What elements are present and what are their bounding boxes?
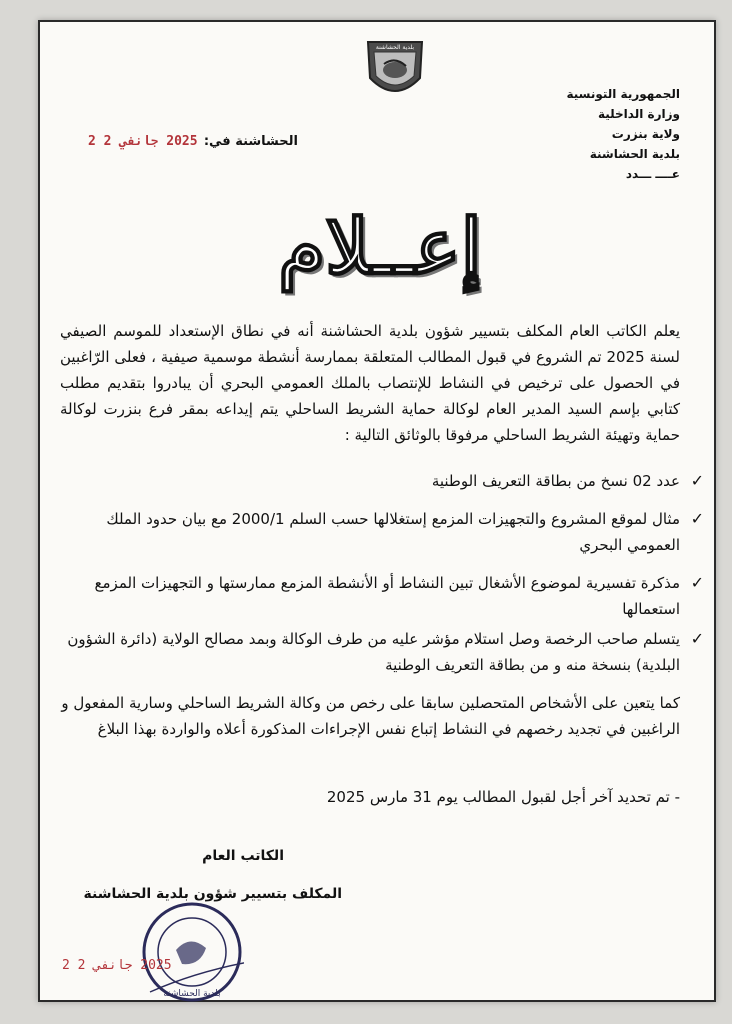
- item-text: يتسلم صاحب الرخصة وصل استلام مؤشر عليه من طرف الوكالة وبمد مصالح الولاية (دائرة الشؤون البلدية) بنسخة منه و من بطاقة التعريف الوطنية: [67, 630, 680, 674]
- page-title: [230, 192, 530, 302]
- list-item: [60, 570, 704, 622]
- date-stamp: 2025 جانفي 2 2: [88, 134, 198, 149]
- header-municipality: بلدية الحشاشنة: [589, 147, 680, 161]
- municipality-emblem-icon: [362, 34, 428, 106]
- header-governorate: ولاية بنزرت: [611, 127, 680, 141]
- intro-paragraph: يعلم الكاتب العام المكلف بتسيير شؤون بلدية الحشاشنة أنه في نطاق الإستعداد للموسم الصيفي لسنة 2025 تم الشروع في قبول المطالب المتعلقة بممارسة أنشطة موسمية صيفية ، فعلى الرّاغبين في الحصول على ترخيص في النشاط للإنتصاب بالملك العمومي البحري أن يبادروا بتقديم مطلب كتابي بإسم السيد المدير العام لوكالة حماية الشريط الساحلي يتم إيداعه بمقر فرع بنزرت لوكالة حماية وتهيئة الشريط الساحلي مرفوقا بالوثائق التالية :: [60, 322, 680, 444]
- checkmark-icon: ✓: [690, 509, 704, 528]
- header-number: عــــ ـــدد: [625, 167, 680, 181]
- item-text: مذكرة تفسيرية لموضوع الأشغال تبين النشاط أو الأنشطة المزمع ممارستها و التجهيزات المزمع استعمالها: [94, 574, 680, 618]
- seal-text: بلدية الحشاشنة: [163, 989, 221, 999]
- official-seal-icon: [140, 900, 244, 1004]
- checkmark-icon: ✓: [690, 573, 704, 592]
- header-republic: الجمهورية التونسية: [566, 87, 680, 101]
- bottom-date-stamp: 2025 جانفي 2 2: [62, 958, 172, 973]
- list-item: [60, 468, 704, 494]
- checkmark-icon: ✓: [690, 629, 704, 648]
- list-item: [60, 506, 704, 558]
- date-label: الحشاشنة في:: [203, 134, 298, 149]
- header-ministry: وزارة الداخلية: [597, 107, 680, 121]
- list-item: [60, 626, 704, 678]
- title-text: إعــلام: [278, 202, 482, 291]
- document-page: [38, 20, 716, 1002]
- logo-text: بلدية الحشاشنة: [375, 44, 415, 51]
- item-text: عدد 02 نسخ من بطاقة التعريف الوطنية: [431, 472, 680, 490]
- item-text: مثال لموقع المشروع والتجهيزات المزمع إستغلالها حسب السلم 2000/1 مع بيان حدود الملك العمومي البحري: [106, 510, 680, 554]
- signature-title: الكاتب العام: [202, 848, 284, 864]
- header-block: [460, 84, 680, 184]
- signature-role: المكلف بتسيير شؤون بلدية الحشاشنة: [83, 886, 342, 902]
- note-paragraph: كما يتعين على الأشخاص المتحصلين سابقا على رخص من وكالة الشريط الساحلي وسارية المفعول و الراغبين في تجديد رخصهم في النشاط إتباع نفس الإجراءات المذكورة أعلاه والواردة بهذا البلاغ: [61, 694, 680, 738]
- checkmark-icon: ✓: [690, 471, 704, 490]
- deadline-line: - تم تحديد آخر أجل لقبول المطالب يوم 31 مارس 2025: [326, 788, 680, 806]
